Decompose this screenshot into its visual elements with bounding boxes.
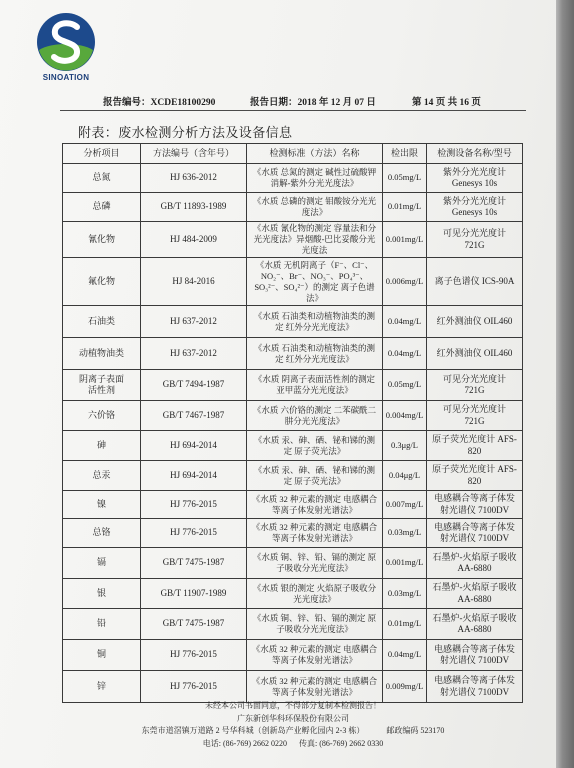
column-header-standard-name: 检测标准（方法）名称: [247, 144, 383, 164]
cell-detection-limit: 0.009mg/L: [383, 671, 427, 703]
cell-equipment: 紫外分光光度计 Genesys 10s: [427, 193, 523, 222]
cell-detection-limit: 0.3μg/L: [383, 431, 427, 461]
cell-standard-name: 《水质 32 种元素的测定 电感耦合等离子体发射光谱法》: [247, 640, 383, 671]
cell-standard-name: 《水质 铜、锌、铅、镉的测定 原子吸收分光光度法》: [247, 609, 383, 640]
table-row: [63, 258, 523, 306]
column-header-equipment: 检测设备名称/型号: [427, 144, 523, 164]
page-number: 第 14 页 共 16 页: [412, 98, 481, 108]
table-header-row: [63, 144, 523, 164]
table-row: [63, 164, 523, 193]
table-row: [63, 491, 523, 519]
table-row: [63, 370, 523, 401]
cell-equipment: 电感耦合等离子体发射光谱仪 7100DV: [427, 671, 523, 703]
cell-equipment: 电感耦合等离子体发射光谱仪 7100DV: [427, 640, 523, 671]
table-row: [63, 306, 523, 338]
cell-detection-limit: 0.04μg/L: [383, 461, 427, 491]
company-logo: [36, 12, 96, 72]
cell-analysis-item: 铅: [63, 609, 141, 640]
cell-detection-limit: 0.006mg/L: [383, 258, 427, 306]
company-name: 广东新创华科环保股份有限公司: [237, 713, 349, 723]
appendix-title: 附表：废水检测分析方法及设备信息: [78, 125, 293, 140]
column-header-detection-limit: 检出限: [383, 144, 427, 164]
company-contact-line: [60, 738, 526, 751]
cell-detection-limit: 0.04mg/L: [383, 306, 427, 338]
cell-detection-limit: 0.05mg/L: [383, 164, 427, 193]
cell-method-number: HJ 636-2012: [141, 164, 247, 193]
cell-analysis-item: 氰化物: [63, 222, 141, 258]
cell-method-number: GB/T 7467-1987: [141, 401, 247, 431]
table-row: [63, 609, 523, 640]
cell-method-number: HJ 776-2015: [141, 519, 247, 548]
table-row: [63, 193, 523, 222]
cell-method-number: GB/T 7494-1987: [141, 370, 247, 401]
cell-standard-name: 《水质 32 种元素的测定 电感耦合等离子体发射光谱法》: [247, 671, 383, 703]
company-address: 东莞市道滘镇万道路 2 号华科城（创新岛产业孵化园内 2-3 栋）: [141, 726, 365, 735]
cell-method-number: HJ 484-2009: [141, 222, 247, 258]
cell-method-number: HJ 694-2014: [141, 461, 247, 491]
cell-detection-limit: 0.004mg/L: [383, 401, 427, 431]
cell-analysis-item: 锌: [63, 671, 141, 703]
cell-analysis-item: 总汞: [63, 461, 141, 491]
cell-method-number: HJ 84-2016: [141, 258, 247, 306]
table-row: [63, 548, 523, 579]
cell-method-number: HJ 776-2015: [141, 491, 247, 519]
cell-analysis-item: 银: [63, 579, 141, 609]
company-fax: 传真: (86-769) 2662 0330: [299, 738, 384, 748]
cell-standard-name: 《水质 阴离子表面活性剂的测定 亚甲蓝分光光度法》: [247, 370, 383, 401]
cell-equipment: 离子色谱仪 ICS-90A: [427, 258, 523, 306]
cell-method-number: HJ 776-2015: [141, 671, 247, 703]
cell-standard-name: 《水质 六价铬的测定 二苯碳酰二肼分光光度法》: [247, 401, 383, 431]
cell-detection-limit: 0.04mg/L: [383, 640, 427, 671]
cell-analysis-item: 铜: [63, 640, 141, 671]
column-header-method-number: 方法编号（含年号）: [141, 144, 247, 164]
table-row: [63, 338, 523, 370]
cell-method-number: GB/T 7475-1987: [141, 548, 247, 579]
copy-notice: 未经本公司书面同意，不得部分复制本检测报告！: [205, 701, 381, 710]
cell-detection-limit: 0.001mg/L: [383, 222, 427, 258]
report-number-value: XCDE18100290: [150, 98, 216, 108]
logo-text: SINOATION: [42, 73, 90, 82]
cell-equipment: 可见分光光度计 721G: [427, 222, 523, 258]
cell-analysis-item: 石油类: [63, 306, 141, 338]
cell-equipment: 石墨炉-火焰原子吸收 AA-6880: [427, 579, 523, 609]
cell-standard-name: 《水质 32 种元素的测定 电感耦合等离子体发射光谱法》: [247, 519, 383, 548]
cell-standard-name: 《水质 氰化物的测定 容量法和分光光度法》异烟酸-巴比妥酸分光光度法: [247, 222, 383, 258]
table-row: [63, 640, 523, 671]
cell-equipment: 电感耦合等离子体发射光谱仪 7100DV: [427, 491, 523, 519]
cell-detection-limit: 0.001mg/L: [383, 548, 427, 579]
cell-method-number: GB/T 11907-1989: [141, 579, 247, 609]
cell-analysis-item: 六价铬: [63, 401, 141, 431]
report-footer: [60, 700, 526, 750]
cell-method-number: HJ 637-2012: [141, 338, 247, 370]
report-number-label: 报告编号：: [103, 98, 151, 108]
scan-edge: [556, 0, 574, 768]
table-row: [63, 671, 523, 703]
cell-standard-name: 《水质 无机阴离子（F⁻、Cl⁻、NO₂⁻、Br⁻、NO₃⁻、PO₄³⁻、SO₃²⁻、SO₄²⁻）的测定 离子色谱法》: [247, 258, 383, 306]
table-row: [63, 579, 523, 609]
cell-equipment: 红外测油仪 OIL460: [427, 338, 523, 370]
header-rule: [60, 110, 526, 111]
logo-green-swoosh: [39, 44, 93, 71]
cell-analysis-item: 动植物油类: [63, 338, 141, 370]
cell-standard-name: 《水质 石油类和动植物油类的测定 红外分光光度法》: [247, 338, 383, 370]
cell-standard-name: 《水质 石油类和动植物油类的测定 红外分光光度法》: [247, 306, 383, 338]
cell-equipment: 电感耦合等离子体发射光谱仪 7100DV: [427, 519, 523, 548]
cell-method-number: HJ 776-2015: [141, 640, 247, 671]
report-number: [103, 94, 215, 108]
cell-analysis-item: 镉: [63, 548, 141, 579]
cell-standard-name: 《水质 总氮的测定 碱性过硫酸钾消解-紫外分光光度法》: [247, 164, 383, 193]
column-header-analysis-item: 分析项目: [63, 144, 141, 164]
cell-method-number: HJ 637-2012: [141, 306, 247, 338]
methods-table: [62, 143, 523, 703]
table-row: [63, 519, 523, 548]
report-date-label: 报告日期：: [250, 98, 298, 108]
cell-equipment: 可见分光光度计 721G: [427, 370, 523, 401]
table-row: [63, 431, 523, 461]
table-row: [63, 222, 523, 258]
cell-equipment: 原子荧光光度计 AFS-820: [427, 461, 523, 491]
cell-detection-limit: 0.04mg/L: [383, 338, 427, 370]
cell-detection-limit: 0.01mg/L: [383, 193, 427, 222]
cell-standard-name: 《水质 总磷的测定 钼酸铵分光光度法》: [247, 193, 383, 222]
cell-analysis-item: 总磷: [63, 193, 141, 222]
table-row: [63, 461, 523, 491]
cell-detection-limit: 0.03mg/L: [383, 579, 427, 609]
table-row: [63, 401, 523, 431]
cell-analysis-item: 总铬: [63, 519, 141, 548]
cell-analysis-item: 阴离子表面活性剂: [63, 370, 141, 401]
cell-equipment: 紫外分光光度计 Genesys 10s: [427, 164, 523, 193]
cell-analysis-item: 氟化物: [63, 258, 141, 306]
cell-standard-name: 《水质 银的测定 火焰原子吸收分光光度法》: [247, 579, 383, 609]
cell-standard-name: 《水质 铜、锌、铅、镉的测定 原子吸收分光光度法》: [247, 548, 383, 579]
company-address-line: [60, 725, 526, 738]
cell-method-number: GB/T 7475-1987: [141, 609, 247, 640]
cell-analysis-item: 镍: [63, 491, 141, 519]
cell-method-number: HJ 694-2014: [141, 431, 247, 461]
cell-analysis-item: 砷: [63, 431, 141, 461]
cell-equipment: 原子荧光光度计 AFS-820: [427, 431, 523, 461]
postal-code: 邮政编码 523170: [386, 726, 445, 735]
cell-detection-limit: 0.007mg/L: [383, 491, 427, 519]
report-date-value: 2018 年 12 月 07 日: [297, 98, 376, 108]
cell-analysis-item: 总氮: [63, 164, 141, 193]
cell-equipment: 可见分光光度计 721G: [427, 401, 523, 431]
cell-standard-name: 《水质 汞、砷、硒、铋和锑的测定 原子荧光法》: [247, 431, 383, 461]
cell-detection-limit: 0.05mg/L: [383, 370, 427, 401]
cell-detection-limit: 0.03mg/L: [383, 519, 427, 548]
cell-standard-name: 《水质 汞、砷、硒、铋和锑的测定 原子荧光法》: [247, 461, 383, 491]
cell-detection-limit: 0.01mg/L: [383, 609, 427, 640]
cell-method-number: GB/T 11893-1989: [141, 193, 247, 222]
cell-equipment: 石墨炉-火焰原子吸收 AA-6880: [427, 609, 523, 640]
cell-equipment: 石墨炉-火焰原子吸收 AA-6880: [427, 548, 523, 579]
cell-standard-name: 《水质 32 种元素的测定 电感耦合等离子体发射光谱法》: [247, 491, 383, 519]
company-phone: 电话: (86-769) 2662 0220: [202, 738, 287, 748]
cell-equipment: 红外测油仪 OIL460: [427, 306, 523, 338]
report-date: [250, 94, 376, 108]
